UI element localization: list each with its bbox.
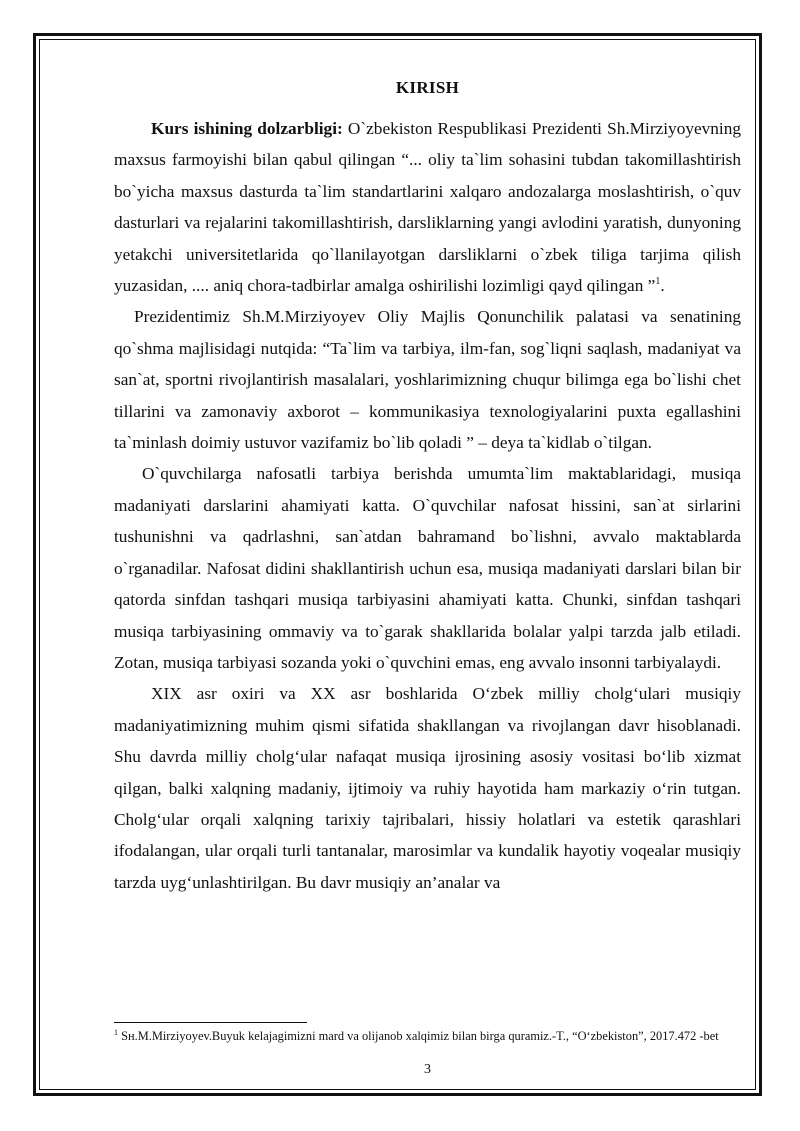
paragraph-end: . [660, 276, 665, 296]
footnote-divider [114, 1022, 307, 1023]
page-content [114, 0, 741, 1131]
paragraph-relevance [114, 113, 741, 301]
body-text [114, 113, 741, 898]
paragraph-lead: Kurs ishining dolzarbligi: [151, 119, 343, 138]
paragraph-president-speech: Prezidentimiz Sh.M.Mirziyoyev Oliy Majlis Qonunchilik palatasi va senatining qo`shma majlisidagi nutqida: “Ta`lim va tarbiya, ilm-fan, sog`liqni saqlash, madaniyat va san`at, sportni rivojlantirish masalalari, yoshlarimizning chuqur bilimga ega bo`lishi chet tillarini va zamonaviy axborot – kommunikasiya texnologiyalarini puxta egallashini ta`minlash doimiy ustuvor vazifamiz bo`lib qoladi ” – deya ta`kidlab o`tilgan. [114, 307, 741, 453]
paragraph-national-instruments: XIX asr oxiri va XX asr boshlarida O‘zbek milliy cholg‘ulari musiqiy madaniyatimizning muhim qismi sifatida shakllangan va rivojlangan davr hisoblanadi. Shu davrda milliy cholg‘ular nafaqat musiqa ijrosining asosiy vositasi bo‘lib xizmat qilgan, balki xalqning madaniy, ijtimoiy va ruhiy hayotida ham markaziy o‘rin tutgan. Cholg‘ular orqali xalqning tarixiy tajribalari, hissiy holatlari va estetik qarashlari ifodalangan, ular orqali turli tantanalar, marosimlar va kundalik hayotiy voqealar musiqiy tarzda uyg‘unlashtirilgan. Bu davr musiqiy an’analar va [114, 684, 741, 892]
paragraph-music-education: O`quvchilarga nafosatli tarbiya berishda umumta`lim maktablaridagi, musiqa madaniyati darslarini ahamiyati katta. O`quvchilar nafosat hissini, san`at sirlarini tushunishni va qadrlashni, san`atdan bahramand bo`lishni, avvalo maktablarda o`rganadilar. Nafosat didini shakllantirish uchun esa, musiqa madaniyati darslari bilan bir qatorda sinfdan tashqari musiqa tarbiyasini ahamiyati katta. Chunki, sinfdan tashqari musiqa tarbiyasining ommaviy va to`garak shakllarida bolalar yalpi tarzda jalb etiladi. Zotan, musiqa tarbiyasi sozanda yoki o`quvchini emas, eng avvalo insonni tarbiyalaydi. [114, 464, 741, 672]
page-title: KIRISH [395, 78, 460, 97]
page-number: 3 [424, 1062, 431, 1077]
footnote [114, 1028, 741, 1045]
paragraph-text: O`zbekiston Respublikasi Prezidenti Sh.Mirziyoyevning maxsus farmoyishi bilan qabul qilingan “... oliy ta`lim sohasini tubdan takomillashtirish bo`yicha maxsus dasturda ta`lim standartlarini xalqaro andozalarga moslashtirish, o`quv dasturlari va rejalarini takomillashtirish, darsliklarning yangi avlodini yaratish, dunyoning yetakchi universitetlarida qo`llanilayotgan darsliklarni o`zbek tiliga tarjima qilish yuzasidan, .... aniq chora-tadbirlar amalga oshirilishi lozimligi qayd qilingan ” [114, 119, 742, 296]
footnote-text: Sн.M.Mirziyoyev.Buyuk kelajagimizni mard va olijanob xalqimiz bilan birga quramiz.-T., “O‘zbekiston”, 2017.472 -bet [118, 1029, 719, 1043]
footnote-reference: 1 [655, 276, 661, 288]
footnote-mark: 1 [114, 1027, 118, 1037]
